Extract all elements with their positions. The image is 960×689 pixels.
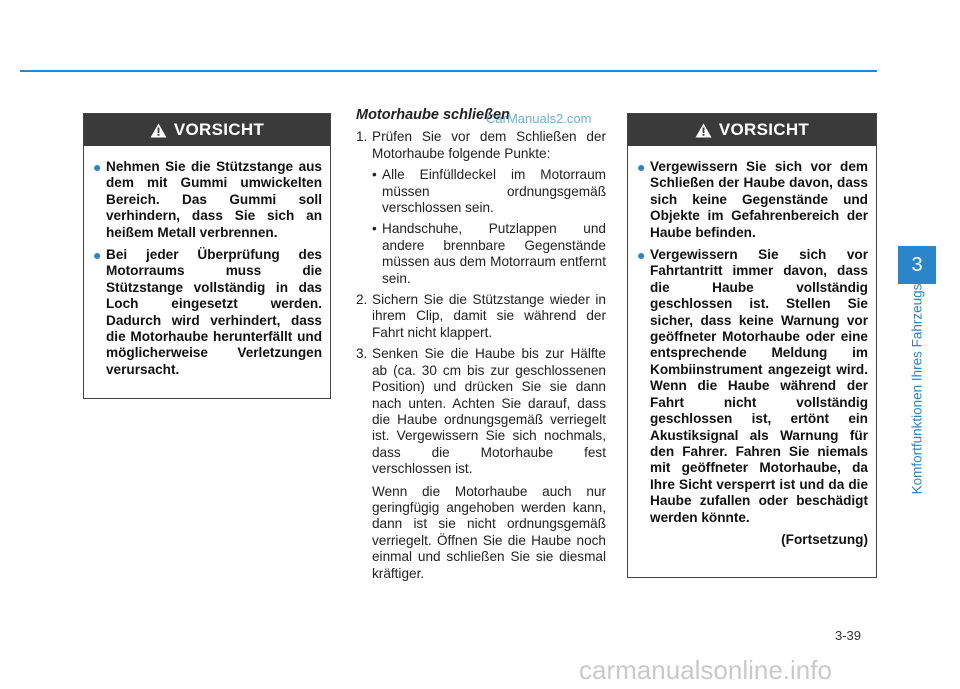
caution-item: ● Bei jeder Überprüfung des Motorraums muss die Stützstange vollständig in das Loch eingesetzt werden. Dadurch wird verhindert, dass die Motorhaube herunterfällt und möglicherweise Verletzungen verursacht.: [93, 247, 322, 377]
step-item: 1. Prüfen Sie vor dem Schließen der Motorhaube folgende Punkte: • Alle Einfülldeckel im Motorraum müssen ordnungsgemäß verschlossen sein. • Handschuhe, Putzlappen und andere brennbare Gegenstände müssen aus dem Motorraum entfernt sein.: [356, 129, 606, 286]
warning-triangle-icon: [150, 123, 167, 138]
page-number: 3-39: [835, 628, 862, 643]
instructions-column: [356, 107, 606, 587]
caution-box-right: [627, 113, 877, 578]
section-title: Motorhaube schließen CarManuals2.com: [356, 107, 592, 126]
caution-box-left: [83, 113, 331, 399]
caution-header-label: VORSICHT: [718, 120, 810, 139]
caution-body: [84, 146, 330, 392]
caution-body: [628, 146, 876, 556]
caution-item: ● Nehmen Sie die Stützstange aus dem mit Gummi umwickelten Bereich. Das Gummi soll verhindern, dass Sie sich an heißem Metall verbrennen.: [93, 159, 322, 240]
watermark: CarManuals2.com: [486, 111, 592, 126]
sub-item: • Alle Einfülldeckel im Motorraum müssen ordnungsgemäß verschlossen sein.: [372, 167, 606, 216]
steps-list: [356, 129, 606, 582]
caution-header: [84, 114, 330, 146]
footer-site: carmanualsonline.info: [579, 655, 832, 685]
caution-item: ● Vergewissern Sie sich vor dem Schließen der Haube davon, dass sich keine Gegenstände und Objekte im Gefahrenbereich der Haube befinden.: [637, 159, 868, 240]
bullet-dot: ●: [637, 159, 646, 175]
sub-item: • Handschuhe, Putzlappen und andere brennbare Gegenstände müssen aus dem Motorraum entfernt sein.: [372, 221, 606, 286]
bullet-dot: ●: [93, 247, 102, 264]
chapter-title: Komfortfunktionen Ihres Fahrzeugs: [909, 283, 925, 495]
header-rule: [20, 70, 877, 72]
caution-item: ● Vergewissern Sie sich vor Fahrtantritt immer davon, dass die Haube vollständig geschlossen ist. Stellen Sie sicher, dass keine Warnung vor geöffneter Motorhaube oder eine entsprechende Meldung im Kombiinstrument angezeigt wird. Wenn die Haube während der Fahrt nicht vollständig geschlossen ist, ertönt ein Akustiksignal als Warnung für den Fahrer. Fahren Sie niemals mit geöffneter Motorhaube, da Ihre Sicht versperrt ist und da die Haube zufallen oder beschädigt werden könnte.: [637, 247, 868, 525]
bullet-dot: ●: [93, 159, 102, 175]
step-item: 3. Senken Sie die Haube bis zur Hälfte ab (ca. 30 cm bis zur geschlossenen Position) und drücken Sie sie dann nach unten. Achten Sie darauf, dass die Haube ordnungsgemäß verriegelt ist. Vergewissern Sie sich nochmals, dass die Motorhaube fest verschlossen ist. Wenn die Motorhaube auch nur geringfügig angehoben werden kann, dann ist sie nicht ordnungsgemäß verriegelt. Öffnen Sie die Haube noch einmal und schließen Sie sie diesmal kräftiger.: [356, 346, 606, 581]
step-item: 2. Sichern Sie die Stützstange wieder in ihrem Clip, damit sie während der Fahrt nicht klappert.: [356, 292, 606, 340]
continued-label: (Fortsetzung): [781, 531, 868, 547]
caution-header-label: VORSICHT: [173, 120, 265, 139]
bullet-dot: ●: [637, 247, 646, 264]
chapter-number: 3: [898, 246, 936, 284]
sub-list: [372, 167, 606, 287]
step-note: Wenn die Motorhaube auch nur geringfügig angehoben werden kann, dann ist sie nicht ordnungsgemäß verriegelt. Öffnen Sie die Haube noch einmal und schließen Sie sie diesmal kräftiger.: [372, 483, 606, 581]
warning-triangle-icon: [695, 123, 712, 138]
caution-header: [628, 114, 876, 146]
